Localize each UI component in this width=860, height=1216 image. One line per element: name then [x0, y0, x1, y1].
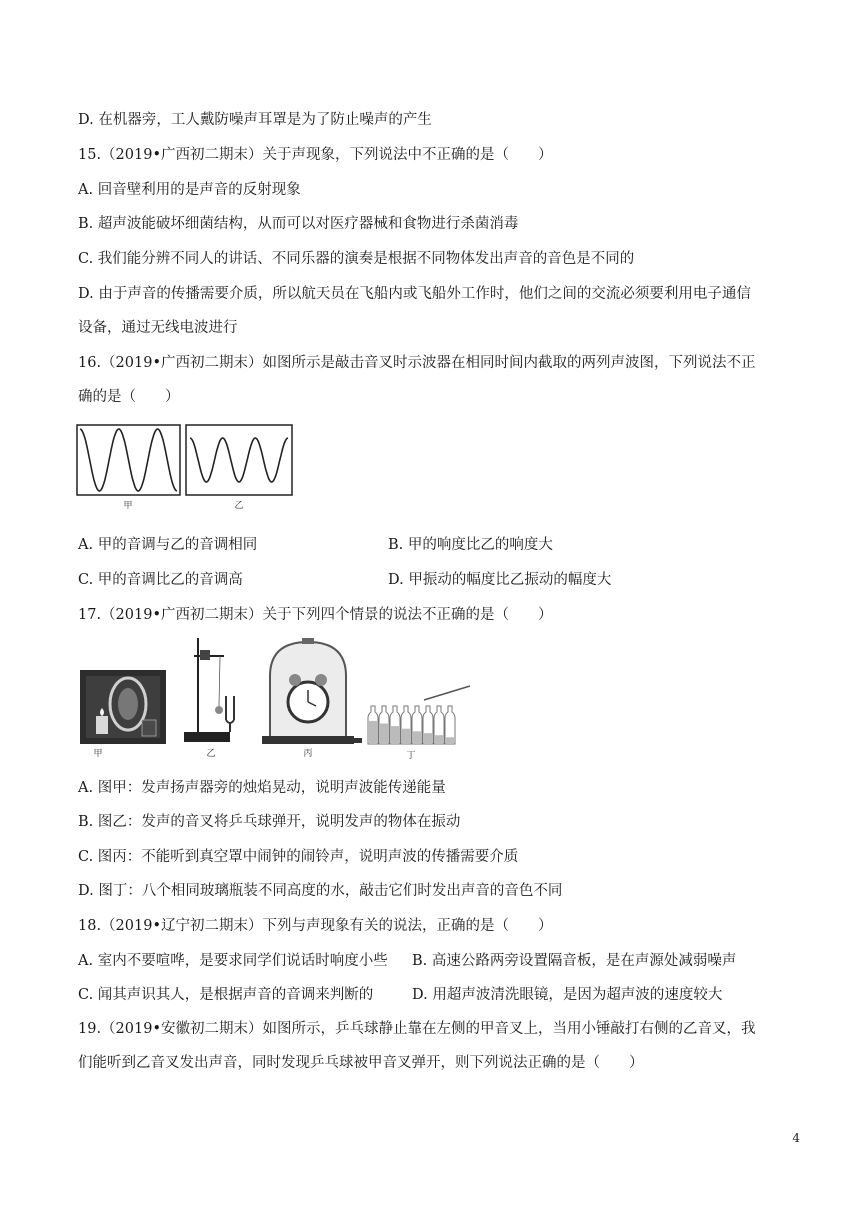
scene-bing-bell-jar — [262, 638, 362, 759]
q15-option-c: C. 我们能分辨不同人的讲话、不同乐器的演奏是根据不同物体发出声音的音色是不同的 — [78, 251, 635, 267]
q18-option-c: C. 闻其声识其人，是根据声音的音调来判断的 — [78, 987, 374, 1003]
q19-stem: 19.（2019•安徽初二期末）如图所示，乒乓球静止靠在左侧的甲音叉上，当用小锤敲打右侧的乙音叉，我 — [78, 1021, 756, 1037]
scene-jia-speaker-candle — [80, 670, 166, 759]
q16-option-d: D. 甲振动的幅度比乙振动的幅度大 — [388, 572, 612, 588]
q16-option-b: B. 甲的响度比乙的响度大 — [388, 537, 553, 553]
q18-option-d: D. 用超声波清洗眼镜，是因为超声波的速度较大 — [412, 987, 723, 1003]
q18-option-b: B. 高速公路两旁设置隔音板，是在声源处减弱噪声 — [412, 953, 737, 969]
q14-option-d: D. 在机器旁，工人戴防噪声耳罩是为了防止噪声的产生 — [78, 112, 432, 128]
waveform-label-yi: 乙 — [234, 501, 244, 511]
q16-waveform-figure — [76, 424, 294, 514]
q18-stem: 18.（2019•辽宁初二期末）下列与声现象有关的说法，正确的是（ ） — [78, 918, 553, 934]
q18-option-a: A. 室内不要喧哗，是要求同学们说话时响度小些 — [78, 953, 388, 969]
q17-option-c: C. 图丙：不能听到真空罩中闹钟的闹铃声，说明声波的传播需要介质 — [78, 849, 519, 865]
q16-option-a: A. 甲的音调与乙的音调相同 — [78, 537, 258, 553]
q15-option-d-cont: 设备，通过无线电波进行 — [78, 320, 238, 336]
q17-scenes-figure — [76, 636, 476, 766]
bottle-water — [380, 724, 388, 744]
q17-stem: 17.（2019•广西初二期末）关于下列四个情景的说法不正确的是（ ） — [78, 607, 553, 623]
q15-option-d: D. 由于声音的传播需要介质，所以航天员在飞船内或飞船外工作时，他们之间的交流必须要利用电子通信 — [78, 286, 751, 302]
scene-label-yi: 乙 — [206, 749, 216, 759]
q15-stem: 15.（2019•广西初二期末）关于声现象，下列说法中不正确的是（ ） — [78, 147, 553, 163]
bottle-water — [413, 731, 421, 743]
waveform-jia — [80, 429, 177, 491]
page-number: 4 — [792, 1131, 800, 1145]
scene-label-bing: 丙 — [303, 749, 313, 759]
bottle-water — [446, 737, 454, 743]
q15-option-a: A. 回音壁利用的是声音的反射现象 — [78, 182, 301, 198]
bottle-water — [369, 721, 377, 743]
bottle-water — [402, 729, 410, 743]
q19-stem-cont: 们能听到乙音叉发出声音，同时发现乒乓球被甲音叉弹开，则下列说法正确的是（ ） — [78, 1055, 644, 1071]
q17-option-a: A. 图甲：发声扬声器旁的烛焰晃动，说明声波能传递能量 — [78, 780, 446, 796]
q16-stem: 16.（2019•广西初二期末）如图所示是敲击音叉时示波器在相同时间内截取的两列声波图，下列说法不正 — [78, 355, 756, 371]
q16-stem-cont: 确的是（ ） — [78, 389, 180, 405]
q17-option-d: D. 图丁：八个相同玻璃瓶装不同高度的水，敲击它们时发出声音的音色不同 — [78, 883, 563, 899]
bottle-water — [424, 733, 432, 743]
scene-ding-water-bottles — [368, 686, 470, 761]
scene-yi-tuning-fork — [184, 638, 234, 759]
scene-label-ding: 丁 — [406, 751, 416, 761]
waveform-yi — [190, 438, 288, 482]
q15-option-b: B. 超声波能破坏细菌结构，从而可以对医疗器械和食物进行杀菌消毒 — [78, 216, 519, 232]
waveform-label-jia: 甲 — [123, 501, 133, 511]
waveform-box-yi — [186, 425, 292, 495]
q17-option-b: B. 图乙：发声的音叉将乒乓球弹开，说明发声的物体在振动 — [78, 814, 461, 830]
bottle-water — [391, 726, 399, 743]
scene-label-jia: 甲 — [93, 749, 103, 759]
bottle-water — [435, 735, 443, 743]
q16-option-c: C. 甲的音调比乙的音调高 — [78, 572, 243, 588]
